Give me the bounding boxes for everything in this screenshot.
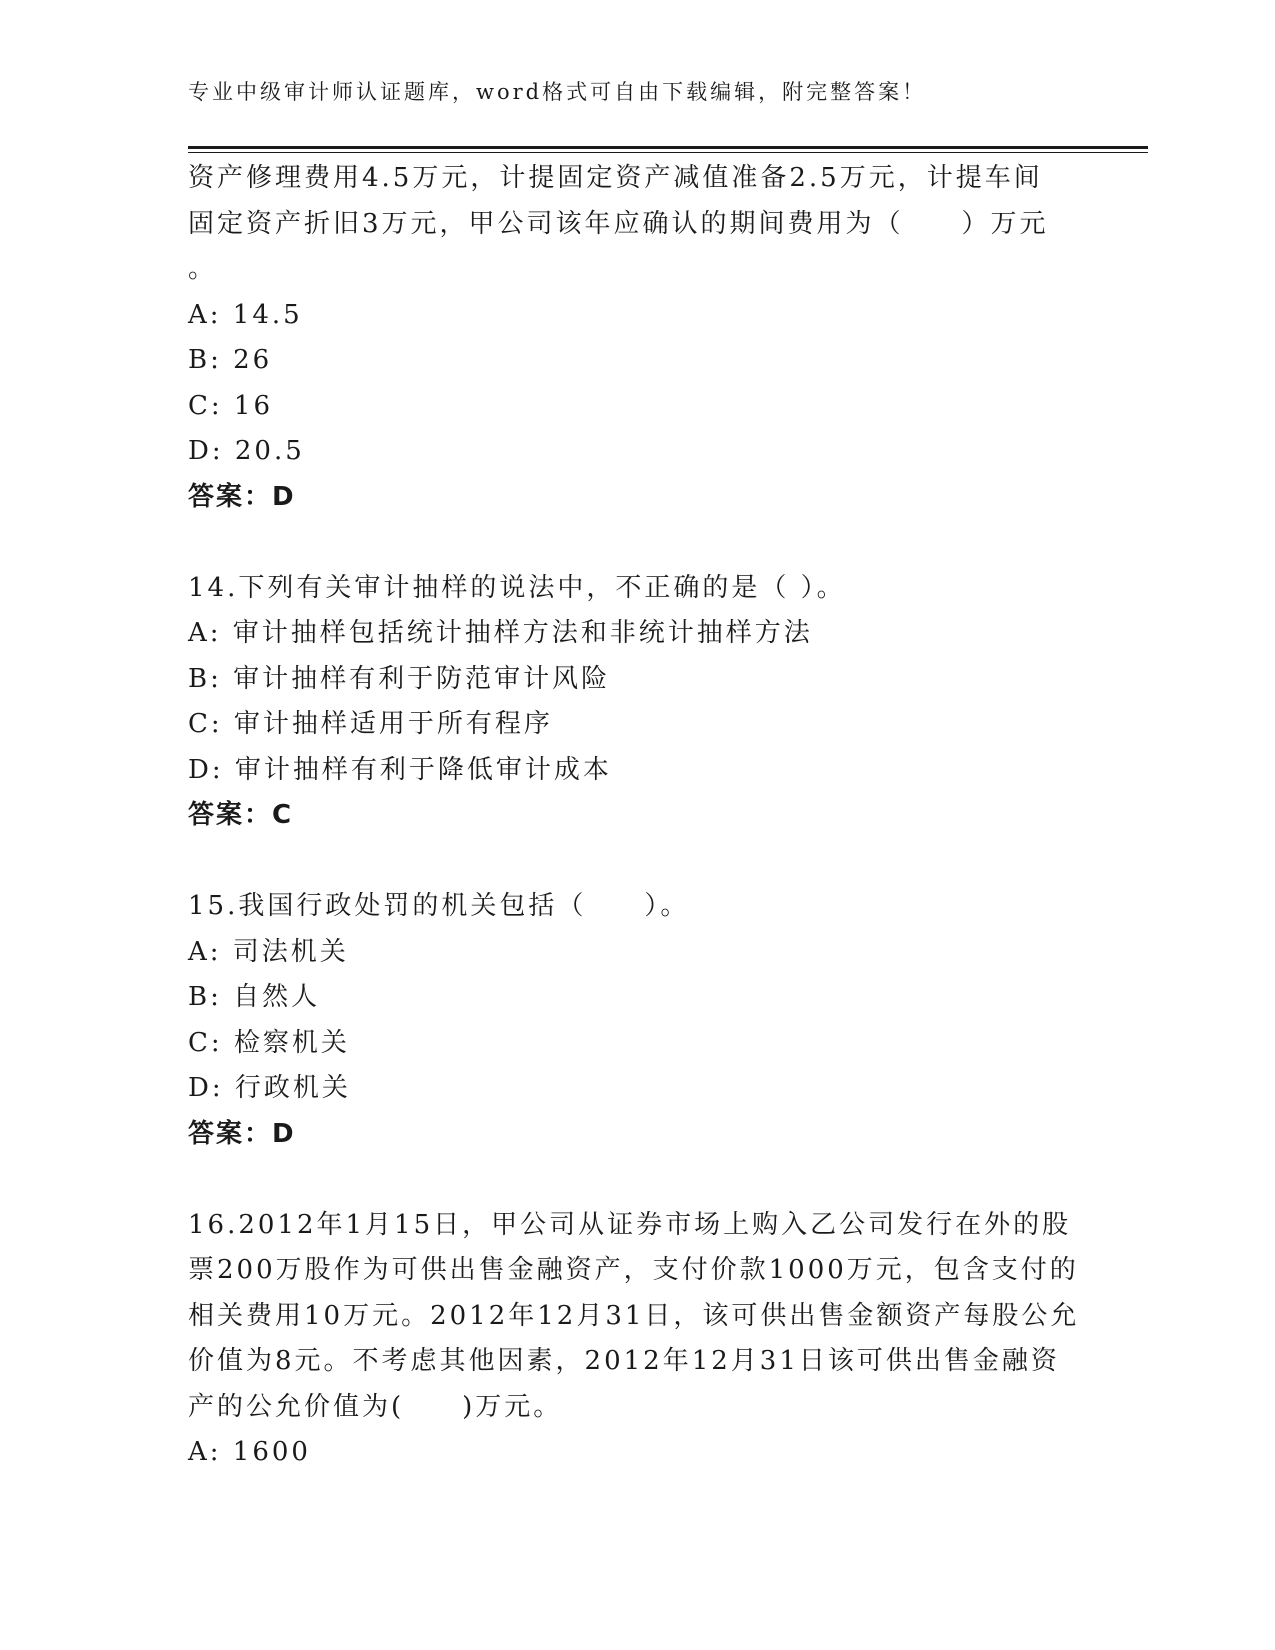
option-d: D: 审计抽样有利于降低审计成本 xyxy=(188,754,612,785)
option-a: A: 司法机关 xyxy=(188,936,349,967)
spacer xyxy=(188,1157,1088,1203)
header-rule-thick xyxy=(188,146,1148,149)
question-stem-line: 16.2012年1月15日，甲公司从证券市场上购入乙公司发行在外的股 xyxy=(188,1209,1072,1240)
page-header-text: 专业中级审计师认证题库，word格式可自由下载编辑，附完整答案！ xyxy=(188,80,927,104)
option-a: A: 14.5 xyxy=(188,299,303,330)
option-b: B: 自然人 xyxy=(188,982,321,1012)
answer-line: 答案：C xyxy=(188,800,294,830)
option-b: B: 26 xyxy=(188,345,273,375)
question-15 xyxy=(188,884,1088,1157)
question-stem-line: 相关费用10万元。2012年12月31日，该可供出售金额资产每股公允 xyxy=(188,1300,1080,1331)
question-stem-line: 价值为8元。不考虑其他因素，2012年12月31日该可供出售金融资 xyxy=(188,1346,1060,1376)
option-b: B: 审计抽样有利于防范审计风险 xyxy=(188,663,611,694)
option-d: D: 20.5 xyxy=(188,436,305,466)
question-stem-line: 票200万股作为可供出售金融资产，支付价款1000万元，包含支付的 xyxy=(188,1255,1079,1285)
option-d: D: 行政机关 xyxy=(188,1073,351,1103)
document-body xyxy=(188,156,1088,1476)
option-c: C: 检察机关 xyxy=(188,1027,350,1058)
question-stem-line: 产的公允价值为( )万元。 xyxy=(188,1391,563,1422)
question-stem-line: 15.我国行政处罚的机关包括（ ）。 xyxy=(188,891,690,921)
question-14 xyxy=(188,566,1088,839)
option-a: A: 1600 xyxy=(188,1437,311,1467)
question-13 xyxy=(188,156,1088,520)
question-16 xyxy=(188,1203,1088,1476)
answer-line: 答案：D xyxy=(188,1118,296,1149)
question-stem-line: 。 xyxy=(188,254,218,284)
answer-line: 答案：D xyxy=(188,481,296,512)
option-a: A: 审计抽样包括统计抽样方法和非统计抽样方法 xyxy=(188,618,813,648)
question-stem-line: 资产修理费用4.5万元，计提固定资产减值准备2.5万元，计提车间 xyxy=(188,163,1043,193)
option-c: C: 16 xyxy=(188,390,274,421)
question-stem-line: 14.下列有关审计抽样的说法中，不正确的是（ ）。 xyxy=(188,572,846,603)
option-c: C: 审计抽样适用于所有程序 xyxy=(188,709,553,739)
spacer xyxy=(188,520,1088,566)
question-stem-line: 固定资产折旧3万元，甲公司该年应确认的期间费用为（ ）万元 xyxy=(188,208,1049,239)
spacer xyxy=(188,839,1088,885)
header-rule-thin xyxy=(188,152,1148,153)
